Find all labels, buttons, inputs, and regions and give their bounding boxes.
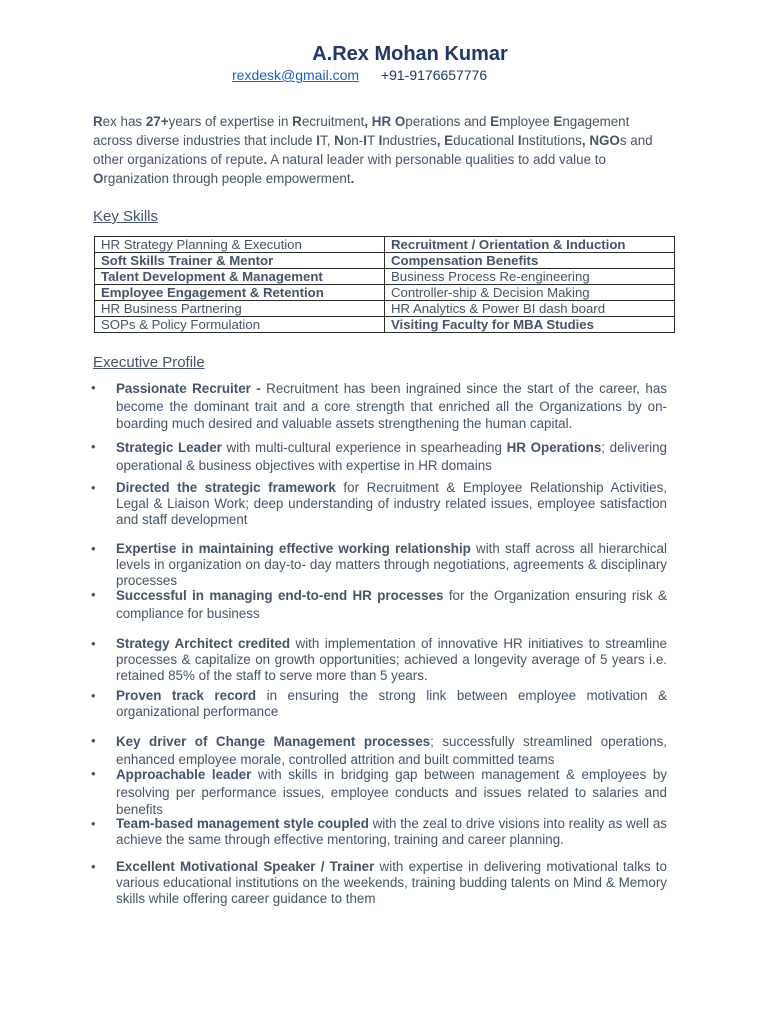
skill-cell: HR Analytics & Power BI dash board bbox=[385, 301, 675, 317]
bold-text-run: Successful in managing end-to-end HR processes bbox=[116, 588, 444, 603]
bullet-text bbox=[116, 766, 667, 819]
skills-row bbox=[95, 301, 675, 317]
bullet-text bbox=[116, 439, 667, 474]
bullet-text bbox=[116, 587, 667, 622]
profile-bullet-item bbox=[91, 439, 667, 474]
bold-text-run: . bbox=[263, 152, 268, 167]
skill-cell: Talent Development & Management bbox=[95, 269, 385, 285]
bold-text-run: Directed the strategic framework bbox=[116, 480, 336, 495]
text-run: with expertise in delivering motivational talks to various educational institutions on the weekends, training budding talents on Mind & Memory skills while offering career guidance to them bbox=[116, 859, 667, 906]
bold-text-run: Strategic Leader bbox=[116, 440, 222, 455]
text-run: A natural leader with personable qualities to add value to bbox=[267, 152, 606, 167]
text-run: with skills in bridging gap between management & employees by resolving per performance issues, employee conducts and issues related to salaries and benefits bbox=[116, 767, 667, 817]
profile-bullet-item bbox=[91, 766, 667, 819]
skill-cell: HR Business Partnering bbox=[95, 301, 385, 317]
key-skills-heading: Key Skills bbox=[93, 208, 159, 225]
bold-text-run: Passionate Recruiter - bbox=[116, 381, 267, 396]
text-run: ecruitment bbox=[301, 114, 365, 129]
text-run: ndustries bbox=[382, 133, 437, 148]
skill-cell: Compensation Benefits bbox=[385, 253, 675, 269]
bold-text-run: Team-based management style coupled bbox=[116, 816, 369, 831]
text-run: perations and bbox=[405, 114, 491, 129]
bold-text-run: , HR O bbox=[364, 114, 406, 129]
bold-text-run: Strategy Architect credited bbox=[116, 636, 291, 651]
skill-cell: Business Process Re-engineering bbox=[385, 269, 675, 285]
bullet-text bbox=[116, 636, 667, 684]
skill-cell: Visiting Faculty for MBA Studies bbox=[385, 317, 675, 333]
bold-text-run: O bbox=[93, 171, 104, 186]
executive-profile-heading: Executive Profile bbox=[93, 354, 205, 371]
bold-text-run: , NGO bbox=[581, 133, 620, 148]
bold-text-run: Approachable leader bbox=[116, 767, 252, 782]
bold-text-run: . bbox=[350, 171, 355, 186]
contact-line bbox=[232, 67, 487, 83]
skills-row bbox=[95, 285, 675, 301]
bullet-text bbox=[116, 541, 667, 589]
text-run: mployee bbox=[499, 114, 554, 129]
profile-bullet-item bbox=[91, 587, 667, 622]
bold-text-run: Expertise in maintaining effective working relationship bbox=[116, 541, 471, 556]
candidate-name: A.Rex Mohan Kumar bbox=[312, 43, 508, 65]
text-run: s and other organizations of repute bbox=[93, 133, 653, 167]
bold-text-run: I bbox=[378, 133, 383, 148]
bold-text-run: I bbox=[363, 133, 367, 148]
skill-cell: Soft Skills Trainer & Mentor bbox=[95, 253, 385, 269]
bold-text-run: E bbox=[553, 114, 563, 129]
profile-bullet-item bbox=[91, 541, 667, 589]
text-run: with implementation of innovative HR initiatives to streamline processes & capitalize on growth opportunities; achieved a longevity average of 5 years i.e. retained 85% of the staff to serve more than 5 years. bbox=[116, 636, 667, 683]
text-run: in e bbox=[256, 688, 295, 703]
text-run: nsuring the strong link between employee motivation & organizational performance bbox=[116, 688, 667, 719]
text-run: T bbox=[366, 133, 379, 148]
text-run: for Recruitment & Employee Relationship Activities, Legal & Liaison Work; deep understanding of industry related issues, employee satisfaction and staff development bbox=[116, 480, 667, 527]
skills-row bbox=[95, 253, 675, 269]
bold-text-run: I bbox=[517, 133, 522, 148]
email-link[interactable]: rexdesk@gmail.com bbox=[232, 67, 360, 83]
bold-text-run: N bbox=[334, 133, 344, 148]
bullet-dot-icon: • bbox=[91, 733, 96, 748]
bold-text-run: Key driver of Change Management processes bbox=[116, 734, 431, 749]
bold-text-run: , E bbox=[436, 133, 454, 148]
bold-text-run: Excellent Motivational Speaker / Trainer bbox=[116, 859, 375, 874]
profile-bullet-item bbox=[91, 816, 667, 848]
bullet-text bbox=[116, 859, 667, 907]
bullet-dot-icon: • bbox=[91, 380, 96, 395]
bold-text-run: E bbox=[490, 114, 500, 129]
skills-row bbox=[95, 269, 675, 285]
bullet-dot-icon: • bbox=[91, 688, 96, 703]
bold-text-run: Proven track record bbox=[116, 688, 257, 703]
text-run: ; delivering operational & business objectives with expertise in HR domains bbox=[116, 440, 667, 473]
skill-cell: SOPs & Policy Formulation bbox=[95, 317, 385, 333]
text-run: nstitutions bbox=[521, 133, 582, 148]
bullet-dot-icon: • bbox=[91, 859, 96, 874]
skill-cell: Controller-ship & Decision Making bbox=[385, 285, 675, 301]
text-run: on- bbox=[343, 133, 364, 148]
text-run: with staff across all hierarchical levels in organization on day-to- day matters through negotiations, agreements & disciplinary processes bbox=[116, 541, 667, 588]
bullet-dot-icon: • bbox=[91, 480, 96, 495]
text-run: years of expertise in bbox=[168, 114, 293, 129]
text-run: rganization through people empowerment bbox=[103, 171, 351, 186]
bold-text-run: 27+ bbox=[145, 114, 169, 129]
skills-row bbox=[95, 317, 675, 333]
bullet-text bbox=[116, 380, 667, 433]
bold-text-run: R bbox=[93, 114, 103, 129]
bullet-dot-icon: • bbox=[91, 636, 96, 651]
profile-bullet-item bbox=[91, 480, 667, 528]
profile-bullet-item bbox=[91, 688, 667, 720]
skill-cell: HR Strategy Planning & Execution bbox=[95, 237, 385, 253]
text-run: Recruitment has been ingrained since the start of the career, has become the dominant trait and a core strength that enriched all the Organizations by on-boarding much desired and valuable assets strengthening the human capital. bbox=[116, 381, 667, 431]
text-run: with multi-cultural experience in spearheading bbox=[221, 440, 507, 455]
text-run: for the Organization ensuring risk & compliance for business bbox=[116, 588, 667, 621]
text-run: with the zeal to drive visions into reality as well as achieve the same through effective mentoring, training and career planning. bbox=[116, 816, 667, 847]
bullet-text bbox=[116, 733, 667, 768]
bullet-text bbox=[116, 816, 667, 848]
skill-cell: Employee Engagement & Retention bbox=[95, 285, 385, 301]
bold-text-run: HR Operations bbox=[506, 440, 602, 455]
key-skills-table bbox=[94, 236, 675, 333]
intro-paragraph bbox=[93, 112, 653, 188]
bullet-dot-icon: • bbox=[91, 541, 96, 556]
profile-bullet-item bbox=[91, 733, 667, 768]
profile-bullet-item bbox=[91, 859, 667, 907]
bold-text-run: I bbox=[316, 133, 321, 148]
profile-bullet-item bbox=[91, 636, 667, 684]
bullet-text bbox=[116, 480, 667, 528]
text-run: ; successfully streamlined operations, enhanced employee morale, controlled attrition and built committed teams bbox=[116, 734, 667, 767]
bold-text-run: R bbox=[292, 114, 302, 129]
bullet-dot-icon: • bbox=[91, 816, 96, 831]
profile-bullet-item bbox=[91, 380, 667, 433]
text-run: T, bbox=[320, 133, 335, 148]
skills-row bbox=[95, 237, 675, 253]
skill-cell: Recruitment / Orientation & Induction bbox=[385, 237, 675, 253]
text-run: ex has bbox=[102, 114, 146, 129]
text-run: ducational bbox=[453, 133, 518, 148]
bullet-dot-icon: • bbox=[91, 766, 96, 781]
phone-number: +91-9176657776 bbox=[380, 67, 488, 83]
text-run: ngagement across diverse industries that include bbox=[93, 114, 630, 148]
bullet-dot-icon: • bbox=[91, 587, 96, 602]
bullet-text bbox=[116, 688, 667, 720]
bullet-dot-icon: • bbox=[91, 439, 96, 454]
